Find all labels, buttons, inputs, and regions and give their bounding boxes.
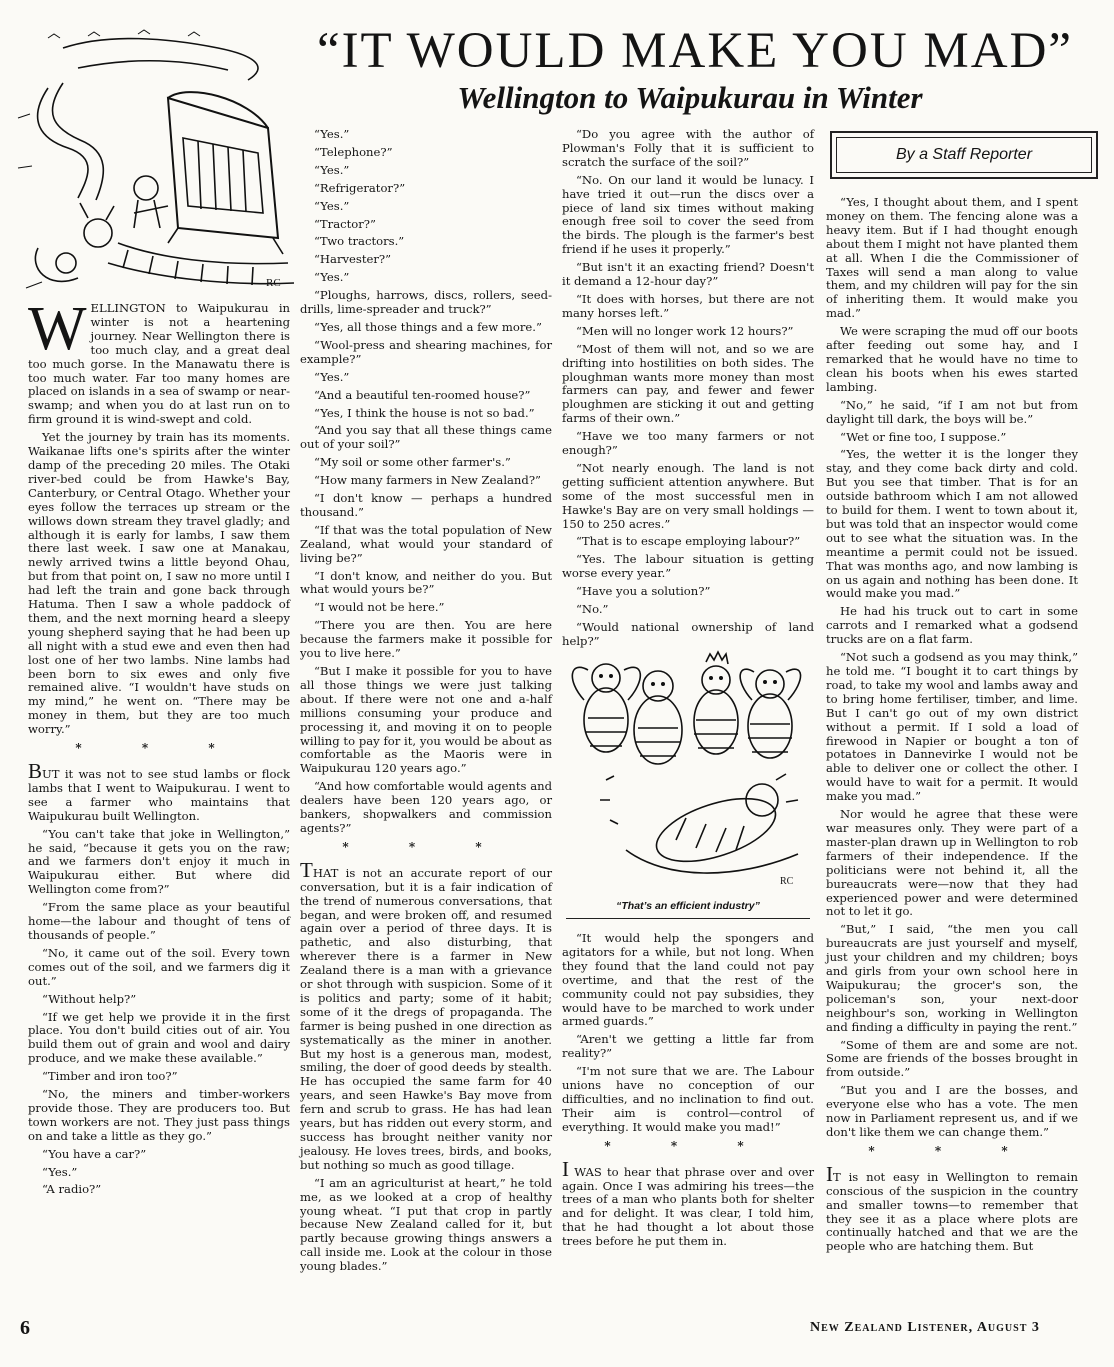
paragraph: “I'm not sure that we are. The Labour unions have no conception of our difficulties, and no inclination to find out. Their aim is control—control of everything. It would make you mad!” (562, 1064, 814, 1134)
paragraph: “No,” he said, “if I am not but from daylight till dark, the boys will be.” (826, 397, 1078, 426)
paragraph (826, 1161, 1078, 1254)
paragraph: “Would national ownership of land help?” (562, 620, 814, 648)
paragraph: “It does with horses, but there are not many horses left.” (562, 291, 814, 320)
section-break: * * * (342, 839, 510, 854)
initial-letter: I (562, 1156, 569, 1181)
paragraph: “I don't know, and neither do you. But what would yours be?” (300, 568, 552, 597)
paragraph: “And how comfortable would agents and dealers have been 120 years ago, or bankers, shopwalkers and commission agents?” (300, 779, 552, 835)
initial-letter: T (300, 857, 313, 882)
paragraph: “You have a car?” (42, 1146, 147, 1161)
paragraph: “And a beautiful ten-roomed house?” (314, 387, 531, 402)
paragraph: “Men will no longer work 12 hours?” (576, 323, 794, 338)
paragraph: “Wet or fine too, I suppose.” (840, 429, 1007, 444)
caption-rule (566, 918, 810, 919)
paragraph: “No, it came out of the soil. Every town comes out of the soil, and we farmers dig it out.” (28, 945, 290, 988)
paragraph: Nor would he agree that these were war measures only. They were part of a master-plan drawn up in Wellington to rob farmers of their independence. If the politicians were not behind it, all the bureaucrats were—now that they had experienced power and were determined not to let it go. (826, 807, 1078, 919)
initial-letter: I (826, 1161, 833, 1186)
dialogue-line: “Refrigerator?” (314, 180, 406, 195)
paragraph: “Not such a godsend as you may think,” he told me. “I bought it to cart things by road, to take my wool and lambs away and to bring home fertiliser, timber, and lime. But I can't go out of my own district without a permit. If I sold a load of firewood in Napier or bought a ton of potatoes in Dannevirke I would not be able to deliver one or collect the other. I would have to wait for a permit. It would make you mad.” (826, 650, 1078, 804)
dialogue-line: “Tractor?” (314, 216, 376, 231)
headline: “IT WOULD MAKE YOU MAD” (316, 23, 1074, 79)
bees-illustration (566, 640, 810, 892)
train-cartoon (18, 28, 296, 300)
paragraph: “How many farmers in New Zealand?” (314, 473, 541, 488)
paragraph: “But you and I are the bosses, and everyone else who has a vote. The men now in Parliament represent us, and if we don't like them we can change them.” (826, 1083, 1078, 1139)
paragraph: “Wool-press and shearing machines, for example?” (300, 337, 552, 366)
paragraph: “No, the miners and timber-workers provide those. They are producers too. But town workers are not. They just pass things on and take a little as they go.” (28, 1087, 290, 1143)
illustration-caption: “That’s an efficient industry” (616, 900, 760, 912)
paragraph: “But,” I said, “the men you call bureaucrats are just yourself and myself, just your children and my children; boys and girls from your own school here in Waipukurau; the grocer's son, the policeman's son, your next-door neighbour's son, working in Wellington and finding a difficulty in paying the rent.” (826, 922, 1078, 1034)
paragraph: We were scraping the mud off our boots after feeding out some hay, and I remarked that he would have no time to clean his boots when his ewes started lambing. (826, 324, 1078, 394)
paragraph: “My soil or some other farmer's.” (314, 455, 511, 470)
paragraph: “Yes, I thought about them, and I spent money on them. The fencing alone was a heavy item. But if I had thought enough about them I might not have planted them at all. When I die the Commissioner of Taxes will send a man along to value them, and my children will pay for the sin of inheriting them. It would make you mad.” (826, 195, 1078, 321)
subheadline: Wellington to Waipukurau in Winter (457, 80, 923, 115)
paragraph: “That is to escape employing labour?” (576, 534, 801, 549)
paragraph: “Yes, I think the house is not so bad.” (314, 405, 535, 420)
section-break: * * * (868, 1143, 1036, 1158)
paragraph: He had his truck out to cart in some carrots and I remarked what a godsend trucks are on a flat farm. (826, 604, 1078, 647)
paragraph: “But isn't it an exacting friend? Doesn't it demand a 12-hour day?” (562, 260, 814, 289)
paragraph: “And you say that all these things came out of your soil?” (300, 423, 552, 452)
column-3-lower (562, 932, 814, 1314)
paragraph: “Have you a solution?” (576, 584, 711, 599)
paragraph: “But I make it possible for you to have all those things we were just talking about. If there were not one and a-half millions consuming your produce and processing it, and moving it on to people willing to pay for it, you would be about as comfortable as the Maoris were in Waipukurau 120 years ago.” (300, 664, 552, 776)
paragraph: “If that was the total population of New Zealand, what would your standard of living be?” (300, 522, 552, 565)
dialogue-line: “Two tractors.” (314, 234, 405, 249)
dialogue-line: “Telephone?” (314, 144, 393, 159)
paragraph: “A radio?” (42, 1182, 102, 1197)
paragraph: “There you are then. You are here because the farmers make it possible for you to live here.” (300, 618, 552, 661)
masthead-footer: New Zealand Listener, August 3 (810, 1320, 1040, 1335)
paragraph: “Timber and iron too?” (42, 1069, 178, 1084)
train-illustration (18, 28, 296, 300)
column-2 (300, 128, 552, 1314)
paragraph: “Yes.” (42, 1164, 78, 1179)
paragraph: “I don't know — perhaps a hundred thousand.” (300, 491, 552, 519)
paragraph: “If we get help we provide it in the first place. You don't build cities out of air. You build them out of grain and wool and dairy produce, and we make these available.” (28, 1009, 290, 1066)
paragraph: “Yes, all those things and a few more.” (314, 319, 542, 334)
paragraph: “Aren't we getting a little far from reality?” (562, 1032, 814, 1061)
initial-letter: B (28, 759, 43, 783)
dialogue-line: “Yes.” (314, 162, 350, 177)
dialogue-line: “Yes.” (314, 127, 350, 141)
paragraph: “Do you agree with the author of Plowman's Folly that it is sufficient to scratch the surface of the soil?” (562, 127, 814, 169)
paragraph: “Have we too many farmers or not enough?” (562, 429, 814, 458)
paragraph (300, 857, 552, 1173)
artist-signature: RC (266, 277, 281, 289)
paragraph: “Ploughs, harrows, discs, rollers, seed-drills, lime-spreader and truck?” (300, 288, 552, 317)
paragraph: “No.” (576, 602, 609, 617)
byline-box (830, 131, 1098, 179)
paragraph-text: HAT is not an accurate report of our conversation, but it is a fair indication of the trend of numerous conversations, that began, and were broken off, and resumed again over a period of three days. It is pathetic, and also disturbing, that wherever there is a farmer in New Zealand there is a man with a grievance or shot through with suspicion. Some of it is politics and party; some of it habit; some of it the dregs of propaganda. The farmer is being pushed in one direction as systematically as the miner in another. But my host is a generous man, modest, smiling, the doer of good deeds by stealth. He has occupied the same farm for 40 years, and seen Hawke's Bay move from fern and scrub to grass. He has had lean years, but has ridden out every storm, and success has brought neither vanity nor jealousy. He loves trees, birds, and books, but nothing so much as good tillage. (300, 865, 552, 1172)
dialogue-line: “Harvester?” (314, 252, 392, 267)
paragraph: “I would not be here.” (314, 600, 445, 615)
dialogue-line: “Yes.” (314, 198, 350, 213)
column-3 (562, 127, 814, 648)
section-break: * * * (75, 741, 243, 756)
artist-signature: RC (780, 876, 794, 887)
page-number: 6 (20, 1317, 30, 1339)
paragraph: “I am an agriculturist at heart,” he told me, as we looked at a crop of healthy young wheat. “I put that crop in partly because New Zealand called for it, but partly because growing things answers a call inside me. Look at the colour in those young blades.” (300, 1175, 552, 1274)
paragraph (28, 759, 290, 824)
paragraph: “Without help?” (42, 991, 137, 1006)
paragraph (562, 1156, 815, 1249)
column-4 (826, 196, 1078, 1314)
paragraph: “Not nearly enough. The land is not getting sufficient attention anywhere. But some of the most successful men in Hawke's Bay are on very small holdings —150 to 250 acres.” (562, 460, 814, 531)
paragraph: “You can't take that joke in Wellington,” he said, “because it gets you on the raw; and we farmers don't enjoy it much in Waipukurau either. But where did Wellington come from?” (28, 826, 290, 897)
paragraph: “Most of them will not, and so we are drifting into hostilities on both sides. The ploughman wants more money than most farmers can pay, and fewer and fewer ploughmen are sticking it out and getting farms of their own.” (562, 341, 814, 426)
dialogue-line: “Yes.” (314, 270, 350, 285)
paragraph: “Yes.” (314, 369, 350, 384)
paragraph: “No. On our land it would be lunacy. I have tried it out—run the discs over a piece of land six times without making enough free soil to cover the seed from the birds. The plough is the farmer's best friend if he uses it properly.” (562, 172, 814, 257)
lead-paragraph: ELLINGTON to Waipukurau in winter is not a heartening journey. Near Wellington there is too much clay, and a great deal too much gorse. In the Manawatu there is too much water. Far too many homes are placed on islands in a sea of swamp or near-swamp; and when you do at last run on to firm ground it is wind-swept and cold. (28, 301, 290, 427)
bees-cartoon (566, 640, 810, 892)
drop-cap: W (28, 295, 87, 363)
section-break: * * * (604, 1138, 772, 1153)
paragraph: “From the same place as your beautiful home—the labour and thought of tens of thousands of people.” (28, 900, 290, 942)
paragraph: “Yes. The labour situation is getting worse every year.” (562, 552, 814, 581)
paragraph-text: WAS to hear that phrase over and over again. Once I was admiring his trees—the trees of a man who plants both for shelter and for delight. It was clear, I told him, that he had thought a lot about those trees before he put them in. (562, 1164, 815, 1249)
paragraph: “Yes, the wetter it is the longer they stay, and they come back dirty and cold. But you see that timber. That is for an outside bathroom which I am not allowed to build for them. I went to town about it, but was told that an inspector would come out to see what the situation was. In the meantime a permit could not be issued. That was months ago, and now lambing is on us again and nothing has been done. It would make you mad.” (826, 447, 1078, 601)
paragraph-text: T is not easy in Wellington to remain conscious of the suspicion in the country and smaller towns—to remember that they see it as a place where plots are continually hatched and that we are the people who are hatching them. But (826, 1169, 1078, 1254)
paragraph: “It would help the spongers and agitators for a while, but not long. When they found that the land could not pay overtime, and that the rest of the community could not pay subsidies, they would have to be marched to work under armed guards.” (562, 931, 814, 1029)
column-1 (28, 295, 290, 1314)
paragraph: “Some of them are and some are not. Some are friends of the bosses brought in from outside.” (826, 1037, 1078, 1080)
paragraph (28, 295, 290, 427)
paragraph: Yet the journey by train has its moments. Waikanae lifts one's spirits after the winter damp of the preceding 20 miles. The Otaki river-bed could be from Hawke's Bay, Canterbury, or Central Otago. Whether your eyes follow the terraces up stream or the willows down stream they travel gladly; and although it is early for lambs, I saw them there last week. I saw one at Manakau, newly arrived twins a little beyond Ohau, but from that point on, I saw no more until I had left the train and gone back through Hatuma. Then I saw a whole paddock of them, and the next morning heard a sleepy young shepherd saying that he had been up all night with a stud ewe and even then had lost one of her two lambs. Nine lambs had been born to six ewes and only five remained alive. “I wouldn't have studs on my mind,” he went on. “There may be money in them, but they are too much worry.” (28, 430, 290, 737)
byline: By a Staff Reporter (836, 137, 1092, 173)
paragraph-text: UT it was not to see stud lambs or flock lambs that I went to Waipukurau. I went to see a farmer who maintains that Waipukurau built Wellington. (28, 767, 290, 823)
